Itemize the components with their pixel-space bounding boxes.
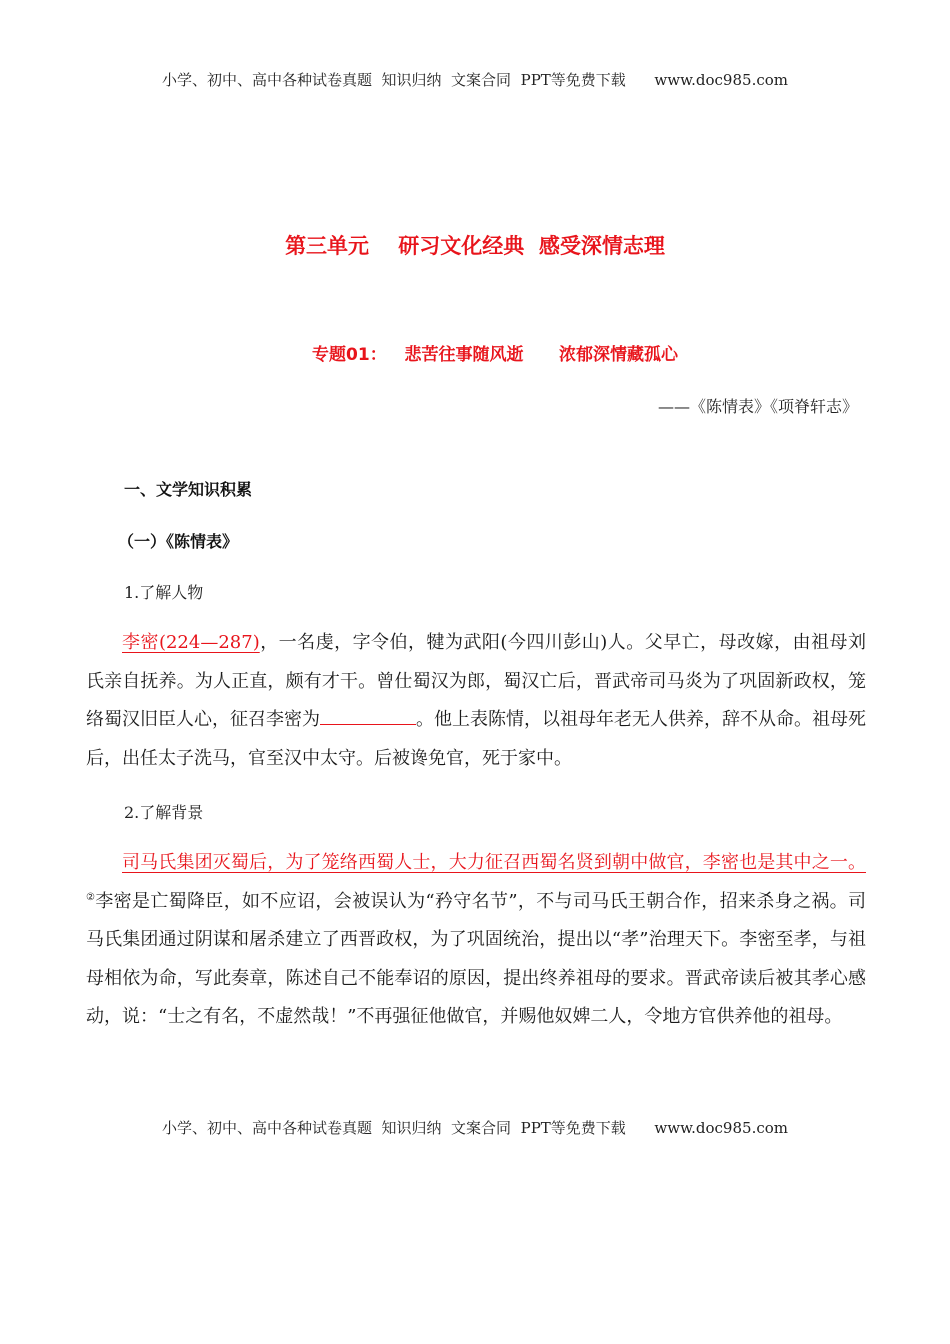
- highlight-name: 李密(224—287): [122, 632, 260, 653]
- fill-in-blank[interactable]: [320, 704, 416, 725]
- character-paragraph: [86, 624, 866, 778]
- background-paragraph: [86, 844, 866, 1037]
- highlight-background: 司马氏集团灭蜀后，为了笼络西蜀人士，大力征召西蜀名贤到朝中做官，李密也是其中之一。: [122, 852, 866, 873]
- subsection-heading: （一）《陈情表》: [118, 532, 239, 551]
- item-heading-background: 2.了解背景: [124, 803, 204, 822]
- topic-subtitle: ——《陈情表》《项脊轩志》: [657, 397, 858, 416]
- page-header: 小学、初中、高中各种试卷真题 知识归纳 文案合同 PPT等免费下载 www.doc985.com: [161, 71, 788, 89]
- character-text-2: 。他上表陈情，以祖母年老无人供养，辞不从命。祖母死后，出任太子洗马，官至汉中太守。后被谗免官，死于家中。: [86, 709, 866, 769]
- page-footer: 小学、初中、高中各种试卷真题 知识归纳 文案合同 PPT等免费下载 www.doc985.com: [161, 1119, 788, 1137]
- background-text: 李密是亡蜀降臣，如不应诏，会被误认为“矜守名节”，不与司马氏王朝合作，招来杀身之祸。司马氏集团通过阴谋和屠杀建立了西晋政权，为了巩固统治，提出以“孝”治理天下。李密至孝，与祖母相依为命，写此奏章，陈述自己不能奉诏的原因，提出终养祖母的要求。晋武帝读后被其孝心感动，说：“士之有名，不虚然哉！”不再强征他做官，并赐他奴婢二人，令地方官供养他的祖母。: [86, 890, 866, 1027]
- section-heading: 一、文学知识积累: [124, 480, 253, 499]
- footnote-marker: ②: [86, 891, 96, 903]
- unit-title: 第三单元 研习文化经典 感受深情志理: [285, 234, 665, 258]
- item-heading-character: 1.了解人物: [124, 583, 204, 602]
- topic-title: 专题01： 悲苦往事随风逝 浓郁深情藏孤心: [312, 345, 678, 365]
- character-text-1: ，一名虔，字令伯，犍为武阳(今四川彭山)人。父早亡，母改嫁，由祖母刘氏亲自抚养。为人正直，颇有才干。曾仕蜀汉为郎，蜀汉亡后，晋武帝司马炎为了巩固新政权，笼络蜀汉旧臣人心，征召李密为: [86, 632, 866, 730]
